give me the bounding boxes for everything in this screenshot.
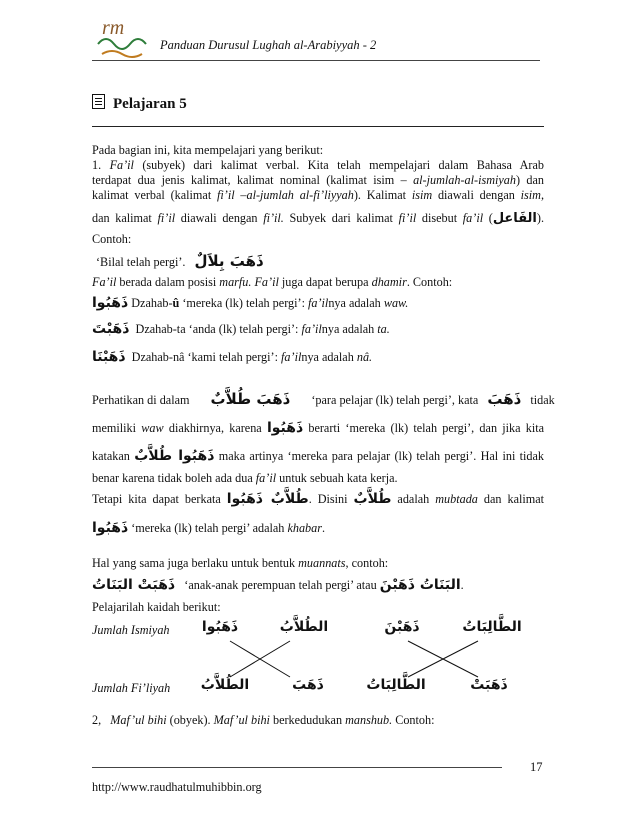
intro-line: Pada bagian ini, kita mempelajari yang berikut: bbox=[92, 143, 324, 157]
para2-line6: ذَهَبُوا ‘mereka (lk) telah pergi’ adalah khabar. bbox=[92, 520, 326, 536]
ismiyah-word-4: الطَّالِبَاتُ bbox=[462, 619, 522, 635]
ismiyah-word-2: الطُلاَّبُ bbox=[279, 619, 329, 635]
rules-ismiyah-label: Jumlah Ismiyah bbox=[92, 623, 170, 637]
intro-p1-line1: 1. Fa’il (subyek) dari kalimat verbal. Kita telah mempelajari dalam Bahasa Arab bbox=[92, 158, 544, 172]
footer-rule bbox=[92, 767, 502, 768]
para3-line2: ذَهَبَتْ البَنَاتُ ‘anak-anak perempuan telah pergi’ atau البَنَاتُ ذَهَبْنَ. bbox=[92, 577, 464, 593]
header-title: Panduan Durusul Lughah al-Arabiyyah - 2 bbox=[160, 38, 377, 52]
filiyah-word-3: الطَّالِبَاتُ bbox=[366, 677, 426, 693]
filiyah-word-2: ذَهَبَ bbox=[292, 677, 324, 693]
intro-p1-line4: dan kalimat fi’il diawali dengan fi’il. Subyek dari kalimat fi’il disebut fa’il (الفَاعل). bbox=[92, 211, 544, 226]
logo-text: rm bbox=[102, 17, 125, 39]
page-number: 17 bbox=[530, 760, 543, 774]
ismiyah-word-3: ذَهَبْنَ bbox=[384, 619, 420, 635]
ismiyah-word-1: ذَهَبُوا bbox=[201, 619, 239, 635]
intro-p1-line3: kalimat verbal (kalimat fi’il –al-jumlah al-fi’liyyah). Kalimat isim diawali dengan isim, bbox=[92, 188, 544, 202]
para2-line5: Tetapi kita dapat berkata طُلاَّبٌ ذَهَبُوا. Disini طُلاَّبٌ adalah mubtada dan kalimat bbox=[92, 491, 545, 507]
para3-line3: Pelajarilah kaidah berikut: bbox=[92, 600, 221, 614]
rules-filiyah-label: Jumlah Fi’liyah bbox=[92, 681, 171, 695]
fail-line: Fa’il berada dalam posisi marfu. Fa’il juga dapat berupa dhamir. Contoh: bbox=[92, 275, 453, 289]
lesson-title-text: Pelajaran 5 bbox=[113, 96, 187, 112]
para2-line4: benar karena tidak boleh ada dua fa’il untuk sebuah kata kerja. bbox=[92, 471, 398, 485]
example-bilal: ‘Bilal telah pergi’. ذَهَبَ بِلاَلٌ bbox=[96, 252, 264, 270]
filiyah-word-1: الطُلاَّبُ bbox=[200, 677, 250, 693]
footer-url-link[interactable]: http://www.raudhatulmuhibbin.org bbox=[92, 780, 262, 794]
point2-line: 2, Maf’ul bihi (obyek). Maf’ul bihi berkedudukan manshub. Contoh: bbox=[92, 713, 435, 727]
para2-line1: Perhatikan di dalam ذَهَبَ طُلاَّبٌ ‘para pelajar (lk) telah pergi’, kata ذَهَبَ tidak bbox=[92, 390, 555, 408]
para3-line1: Hal yang sama juga berlaku untuk bentuk muannats, contoh: bbox=[92, 556, 389, 570]
dhamir-example-3: ذَهَبْنَا Dzahab-nâ ‘kami telah pergi’: fa’ilnya adalah nâ. bbox=[92, 349, 373, 365]
para2-line2: memiliki waw diakhirnya, karena ذَهَبُوا berarti ‘mereka (lk) telah pergi’, dan jika kita bbox=[92, 420, 545, 436]
intro-p1-line2: terdapat dua jenis kalimat, kalimat nominal (kalimat isim – al-jumlah-al-ismiyah) dan bbox=[92, 173, 545, 187]
contoh-label: Contoh: bbox=[92, 232, 132, 246]
filiyah-word-4: ذَهَبَتْ bbox=[470, 677, 508, 693]
para2-line3: katakan ذَهَبُوا طُلاَّبٌ maka artinya ‘mereka para pelajar (lk) telah pergi’. Hal ini tidak bbox=[92, 448, 545, 464]
dhamir-example-2: ذَهَبْتَ Dzahab-ta ‘anda (lk) telah pergi’: fa’ilnya adalah ta. bbox=[92, 321, 390, 337]
dhamir-example-1: ذَهَبُوا Dzahab-û ‘mereka (lk) telah pergi’: fa’ilnya adalah waw. bbox=[92, 295, 409, 311]
